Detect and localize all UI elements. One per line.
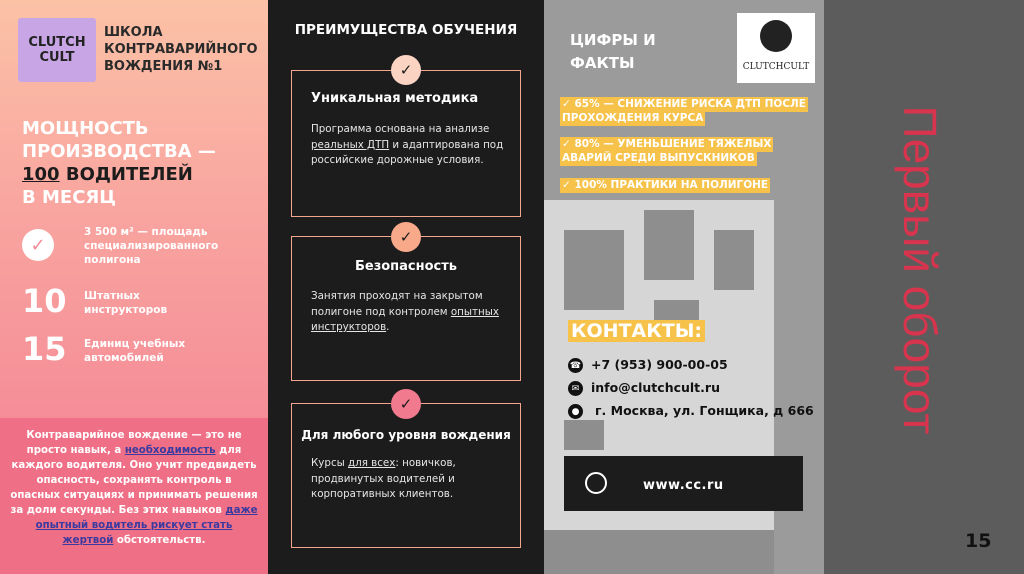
- building-window: [564, 420, 604, 450]
- fact-3: ✓ 100% ПРАКТИКИ НА ПОЛИГОНЕ: [562, 179, 769, 191]
- headline: [22, 117, 272, 209]
- phone-number[interactable]: +7 (953) 900-00-05: [591, 357, 728, 372]
- polygon-area-text: 3 500 м² — площадь специализированного полигона: [84, 226, 219, 266]
- card-text-part: Курсы: [311, 457, 349, 469]
- card-text-part: : новичков, продвинутых водителей и корпоративных клиентов.: [311, 457, 456, 500]
- headline-number: 100: [22, 164, 60, 185]
- slide-title: [870, 60, 970, 480]
- check-icon: ✓: [391, 389, 421, 419]
- check-icon: ✓: [391, 222, 421, 252]
- address: г. Москва, ул. Гонщика, д 666: [595, 403, 814, 418]
- check-icon: ✓: [391, 55, 421, 85]
- card-text-part: Программа основана на анализе: [311, 123, 490, 135]
- advantages-title: ПРЕИМУЩЕСТВА ОБУЧЕНИЯ: [294, 22, 518, 38]
- fact-1: ✓ 65% — СНИЖЕНИЕ РИСКА ДТП ПОСЛЕ: [562, 98, 806, 110]
- info-text-part: обстоятельств.: [113, 535, 206, 546]
- facts-title-line: ЦИФРЫ И: [570, 31, 656, 49]
- card-text-part: и адаптирована под российские дорожные условия.: [311, 138, 504, 166]
- contacts-title: КОНТАКТЫ:: [568, 320, 705, 342]
- card-methodology-text: [311, 122, 511, 169]
- card-safety-title: Безопасность: [354, 259, 458, 274]
- cars-label: Единиц учебных автомобилей: [84, 338, 186, 364]
- phone-icon: ☎: [568, 358, 583, 373]
- card-safety-text: [311, 289, 511, 336]
- info-text-part: Контраварийное вождение — это не просто навык, а: [26, 430, 242, 456]
- building-window: [644, 210, 694, 280]
- fact-2-cont: АВАРИЙ СРЕДИ ВЫПУСКНИКОВ: [562, 152, 755, 164]
- clutch-cult-logo: [18, 18, 96, 82]
- instructors-count: 10: [22, 282, 67, 320]
- building-window: [714, 230, 754, 290]
- headline-line1: МОЩНОСТЬ: [22, 118, 149, 139]
- info-text-part: для каждого водителя. Оно учит предвидеть опасность, сохранять контроль в опасных ситуациях и принимать решения за доли секунды. Без этих навыков: [10, 445, 258, 516]
- mail-icon: ✉: [568, 381, 583, 396]
- building-window: [564, 230, 624, 310]
- for-everyone-link[interactable]: для всех: [348, 457, 396, 469]
- facts-title-line: ФАКТЫ: [570, 54, 635, 72]
- page-number: 15: [965, 530, 992, 552]
- info-text: [10, 428, 258, 548]
- headline-line2: ПРОИЗВОДСТВА —: [22, 141, 216, 162]
- slide-title-text: Первый оборот: [894, 105, 946, 435]
- card-methodology-title: Уникальная методика: [311, 91, 479, 106]
- instructors-label: Штатных инструкторов: [84, 290, 168, 316]
- check-icon: ✓: [22, 229, 54, 261]
- card-all-levels-title: Для любого уровня вождения: [301, 428, 511, 442]
- fact-2: ✓ 80% — УМЕНЬШЕНИЕ ТЯЖЕЛЫХ: [562, 138, 772, 150]
- headline-line3: [22, 163, 272, 186]
- cars-count: 15: [22, 330, 67, 368]
- brand-name: CLUTCHCULT: [742, 62, 810, 72]
- facts-title: [570, 29, 656, 75]
- logo-text: CLUTCH CULT: [28, 35, 86, 65]
- laurel-emblem-icon: [760, 20, 792, 52]
- email-address[interactable]: info@clutchcult.ru: [591, 380, 720, 395]
- necessity-link[interactable]: необходимость: [124, 445, 216, 456]
- location-pin-icon: ●: [568, 404, 583, 419]
- headline-drivers: ВОДИТЕЛЕЙ: [59, 164, 193, 185]
- globe-icon: [585, 472, 607, 494]
- experienced-instructors-link[interactable]: опытных инструкторов: [311, 305, 499, 333]
- card-all-levels-text: [311, 456, 511, 503]
- experienced-driver-link[interactable]: даже опытный водитель рискует стать жертвой: [35, 505, 258, 546]
- school-name: ШКОЛА КОНТРАВАРИЙНОГО ВОЖДЕНИЯ №1: [104, 25, 258, 74]
- headline-line4: В МЕСЯЦ: [22, 187, 116, 208]
- real-accidents-link[interactable]: реальных ДТП: [311, 138, 390, 151]
- card-text-part: Занятия проходят на закрытом полигоне под контролем: [311, 290, 483, 318]
- building-base: [544, 530, 774, 574]
- website-link[interactable]: www.cc.ru: [643, 478, 724, 493]
- fact-1-cont: ПРОХОЖДЕНИЯ КУРСА: [562, 112, 704, 124]
- card-text-part: .: [386, 321, 390, 333]
